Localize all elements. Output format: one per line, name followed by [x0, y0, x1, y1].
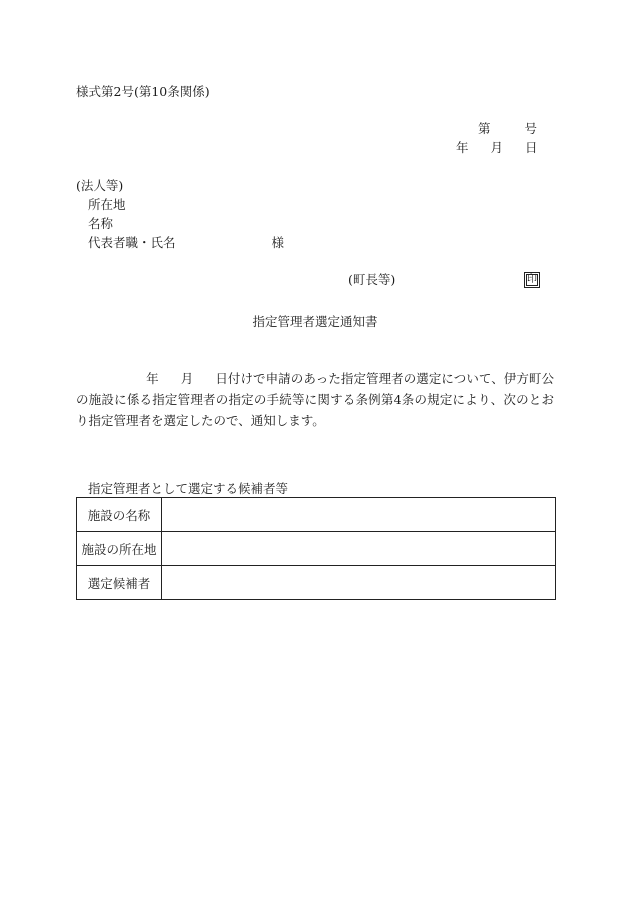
seal-mark: 印: [524, 272, 540, 288]
date-day: 日: [525, 140, 538, 155]
representative-line: [88, 237, 284, 250]
table-row: [77, 532, 556, 566]
row-label-facility-location: 施設の所在地: [77, 532, 162, 566]
row-value-selected-candidate: [162, 566, 556, 600]
table-row: [77, 566, 556, 600]
document-number-suffix: 号: [524, 121, 538, 136]
date-year: 年: [456, 140, 469, 155]
table-caption: 指定管理者として選定する候補者等: [88, 481, 289, 496]
candidate-table: [76, 497, 556, 600]
issue-date: [456, 142, 538, 155]
row-value-facility-location: [162, 532, 556, 566]
row-label-selected-candidate: 選定候補者: [77, 566, 162, 600]
address-label: 所在地: [88, 197, 126, 212]
body-paragraph: [76, 368, 554, 431]
body-text: 日付けで申請のあった指定管理者の選定について、伊方町公の施設に係る指定管理者の指定の手続等に関する条例第4条の規定により、次のとおり指定管理者を選定したので、通知します。: [76, 371, 554, 428]
document-number: [478, 123, 537, 136]
row-value-facility-name: [162, 498, 556, 532]
name-label: 名称: [88, 216, 114, 231]
addressee-heading: (法人等): [76, 178, 124, 193]
body-month: 月: [180, 371, 194, 386]
table-row: [77, 498, 556, 532]
issuer-name: (町長等): [348, 272, 396, 287]
representative-label: 代表者職・氏名: [88, 235, 176, 250]
form-number: 様式第2号(第10条関係): [76, 84, 210, 99]
document-number-prefix: 第: [478, 121, 491, 136]
body-year: 年: [146, 371, 159, 386]
document-title: 指定管理者選定通知書: [252, 314, 378, 329]
date-month: 月: [490, 140, 504, 155]
honorific: 様: [271, 235, 285, 250]
row-label-facility-name: 施設の名称: [77, 498, 162, 532]
